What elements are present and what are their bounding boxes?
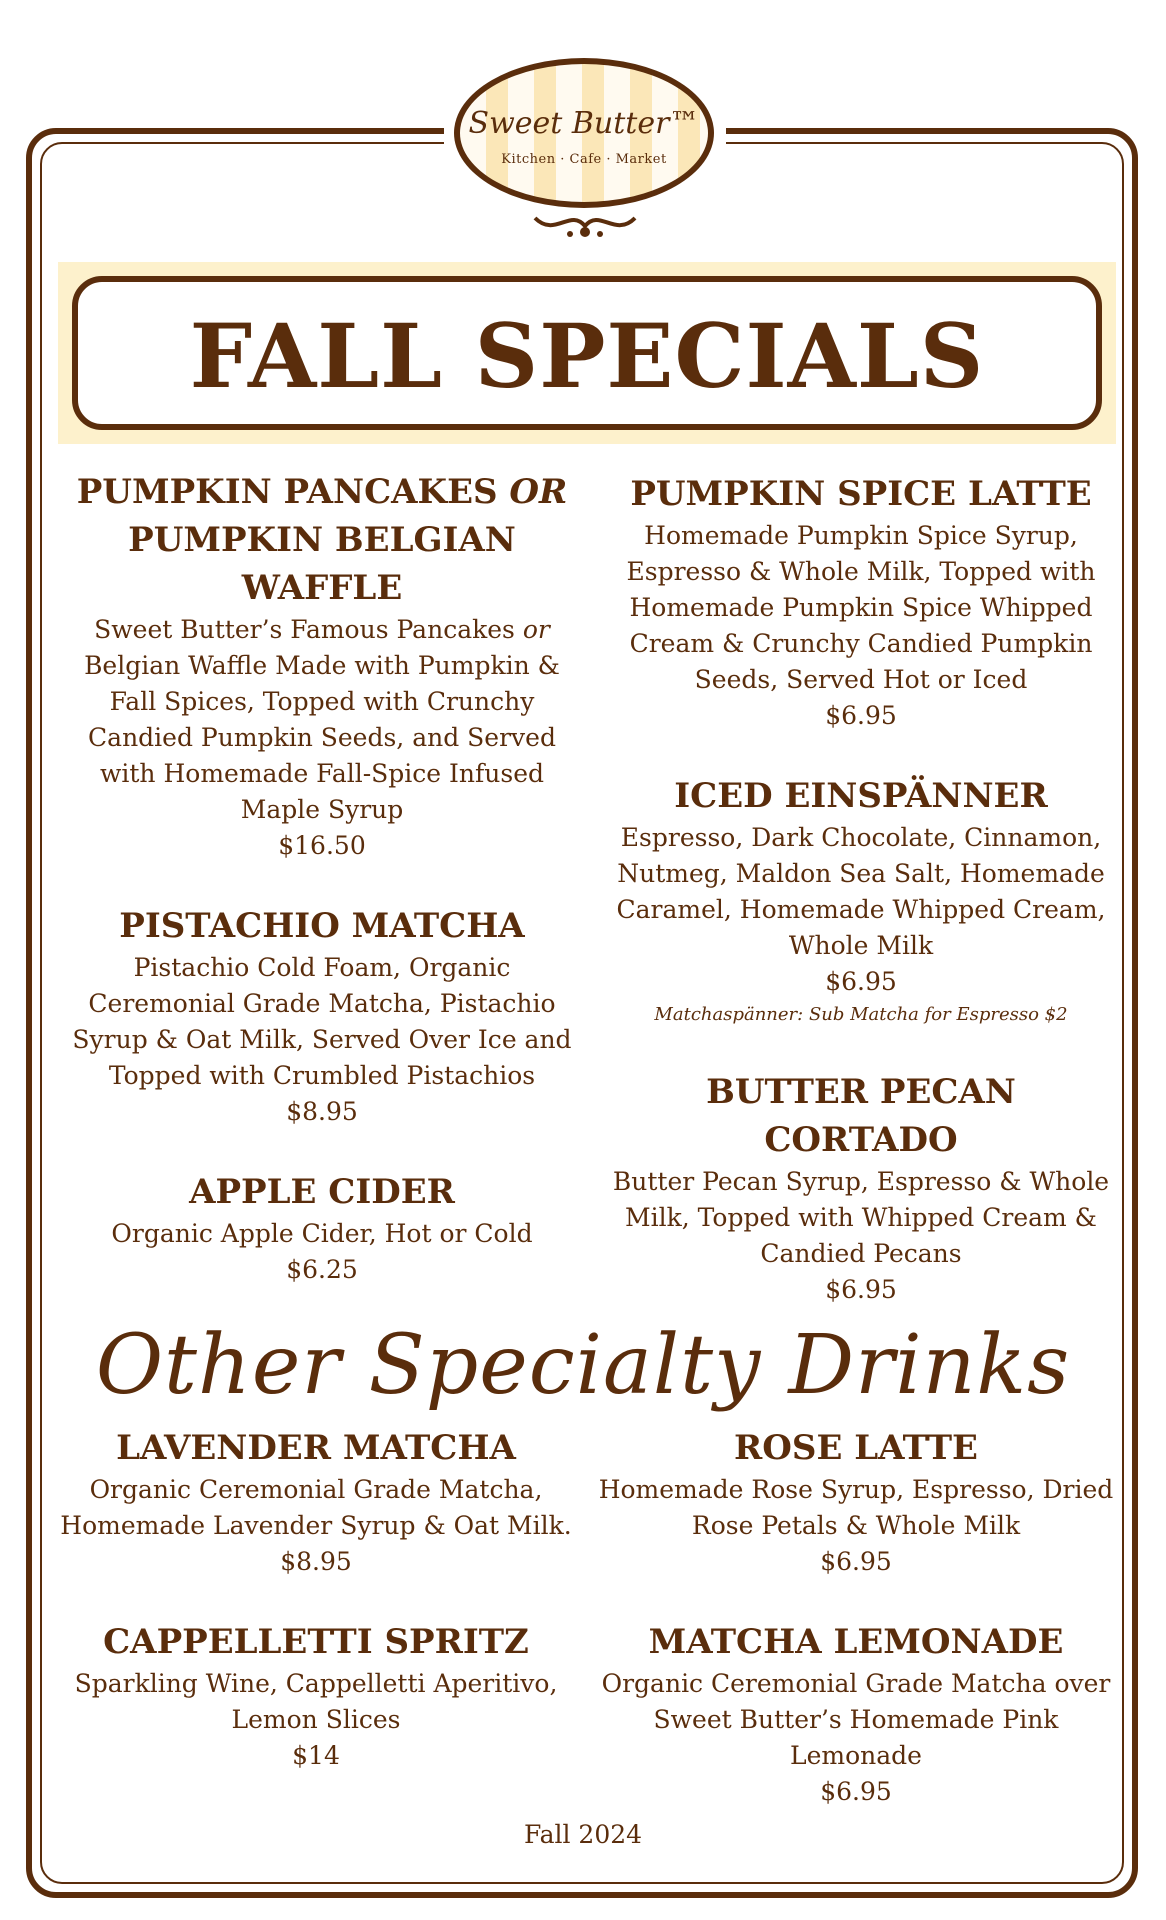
other-right-column xyxy=(596,1424,1116,1848)
logo xyxy=(444,48,726,238)
item-name: LAVENDER MATCHA xyxy=(116,1428,516,1468)
logo-tagline: Kitchen · Cafe · Market xyxy=(501,152,667,167)
item-name: ICED EINSPÄNNER xyxy=(674,776,1048,816)
menu-item xyxy=(62,468,582,864)
menu-item xyxy=(596,1618,1116,1810)
item-price: $6.95 xyxy=(820,1777,892,1806)
footer-season: Fall 2024 xyxy=(523,1820,643,1849)
item-price: $6.25 xyxy=(286,1255,358,1284)
item-description: Homemade Rose Syrup, Espresso, Dried Rose Petals & Whole Milk xyxy=(598,1475,1114,1540)
menu-item xyxy=(606,772,1116,1030)
item-name: APPLE CIDER xyxy=(189,1172,455,1212)
title-banner xyxy=(72,276,1102,430)
item-price: $16.50 xyxy=(278,831,366,860)
item-name: PUMPKIN PANCAKES OR PUMPKIN BELGIAN WAFFLE xyxy=(76,472,568,608)
section-title-other-drinks: Other Specialty Drinks xyxy=(95,1318,1071,1413)
item-description: Organic Ceremonial Grade Matcha over Sweet Butter’s Homemade Pink Lemonade xyxy=(601,1669,1111,1770)
logo-oval xyxy=(454,58,714,208)
item-description: Espresso, Dark Chocolate, Cinnamon, Nutmeg, Maldon Sea Salt, Homemade Caramel, Homemade Whipped Cream, Whole Milk xyxy=(616,823,1106,960)
item-price: $6.95 xyxy=(825,967,897,996)
menu-item xyxy=(62,1168,582,1288)
other-left-column xyxy=(56,1424,576,1812)
right-column xyxy=(606,470,1116,1346)
item-description: Organic Ceremonial Grade Matcha, Homemade Lavender Syrup & Oat Milk. xyxy=(60,1475,572,1540)
menu-item xyxy=(56,1618,576,1774)
item-name: ROSE LATTE xyxy=(734,1428,978,1468)
menu-item xyxy=(606,1068,1116,1308)
item-price: $14 xyxy=(292,1741,340,1770)
item-description: Homemade Pumpkin Spice Syrup, Espresso & Whole Milk, Topped with Homemade Pumpkin Spice Whipped Cream & Crunchy Candied Pumpkin Seeds, Served Hot or Iced xyxy=(626,521,1096,694)
item-name: BUTTER PECAN CORTADO xyxy=(706,1072,1016,1160)
item-name: CAPPELLETTI SPRITZ xyxy=(103,1622,529,1662)
item-name: MATCHA LEMONADE xyxy=(648,1622,1064,1662)
item-price: $6.95 xyxy=(825,1275,897,1304)
left-column xyxy=(62,468,582,1326)
flourish-icon xyxy=(530,208,640,240)
logo-name: Sweet Butter™ xyxy=(468,106,700,141)
item-price: $8.95 xyxy=(280,1547,352,1576)
item-price: $6.95 xyxy=(825,701,897,730)
item-description: Butter Pecan Syrup, Espresso & Whole Milk, Topped with Whipped Cream & Candied Pecans xyxy=(612,1167,1110,1268)
item-price: $8.95 xyxy=(286,1097,358,1126)
item-description: Sparkling Wine, Cappelletti Aperitivo, Lemon Slices xyxy=(74,1669,558,1734)
item-name: PUMPKIN SPICE LATTE xyxy=(630,474,1092,514)
item-price: $6.95 xyxy=(820,1547,892,1576)
item-note: Matchaspänner: Sub Matcha for Espresso $2 xyxy=(654,1004,1068,1025)
item-description: Pistachio Cold Foam, Organic Ceremonial Grade Matcha, Pistachio Syrup & Oat Milk, Served Over Ice and Topped with Crumbled Pistachios xyxy=(72,953,572,1090)
page-title: FALL SPECIALS xyxy=(189,304,985,408)
item-description: Sweet Butter’s Famous Pancakes or Belgian Waffle Made with Pumpkin & Fall Spices, Topped with Crunchy Candied Pumpkin Seeds, and Served with Homemade Fall-Spice Infused Maple Syrup xyxy=(84,615,560,824)
item-name: PISTACHIO MATCHA xyxy=(119,906,525,946)
menu-item xyxy=(62,902,582,1130)
menu-item xyxy=(56,1424,576,1580)
item-description: Organic Apple Cider, Hot or Cold xyxy=(111,1219,533,1248)
menu-item xyxy=(596,1424,1116,1580)
menu-item xyxy=(606,470,1116,734)
